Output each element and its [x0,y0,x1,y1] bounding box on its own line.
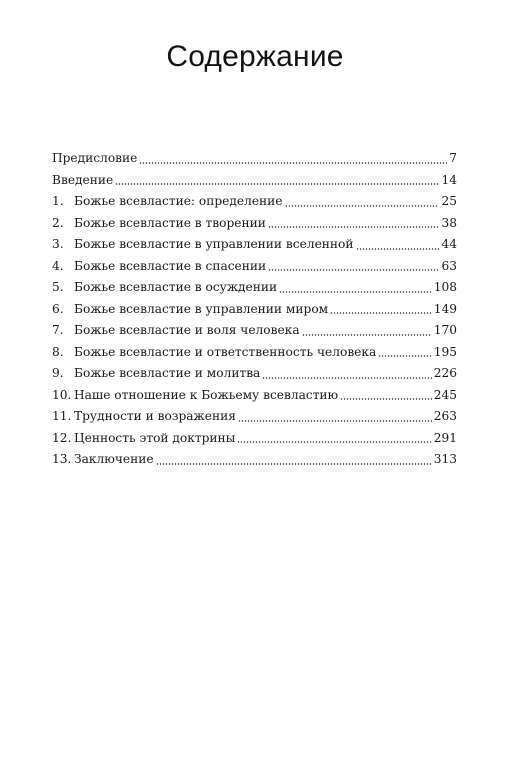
dot-leader [115,173,439,185]
toc-entry-number: 12. [52,430,72,445]
dot-leader [285,195,440,207]
toc-entry-chapter-11 [52,406,457,428]
toc-entry-number: 10. [52,387,72,402]
dot-leader [238,410,432,422]
toc-entry-title: Божье всевластие и молитва [74,366,261,380]
toc-entry-number: 13. [52,452,72,466]
toc-entry-number: 6. [52,301,64,316]
toc-entry-introduction [52,170,457,192]
toc-entry-chapter-6 [52,299,457,321]
toc-entry-title: Божье всевластие в управлении вселенной [74,237,354,251]
toc-entry-number: 9. [52,366,64,380]
toc-entry-chapter-9 [52,363,457,385]
toc-entry-title: Божье всевластие: определение [74,194,283,208]
toc-entry-page: 108 [433,280,457,294]
toc-entry-chapter-8 [52,342,457,364]
toc-entry-page: 25 [441,194,457,208]
toc-entry-page: 170 [433,323,457,337]
dot-leader [237,431,431,443]
toc-entry-title: Наше отношение к Божьему всевластию [74,387,339,402]
toc-entry-page: 63 [441,258,457,273]
toc-entry-page: 263 [433,409,457,423]
toc-entry-title: Введение [52,172,114,187]
toc-entry-title: Божье всевластие и воля человека [74,323,300,337]
toc-entry-page: 291 [433,430,457,445]
toc-entry-chapter-5 [52,277,457,299]
toc-entry-title: Божье всевластие в спасении [74,258,267,273]
toc-entry-chapter-3 [52,234,457,256]
toc-entry-chapter-4 [52,256,457,278]
toc-entry-title: Предисловие [52,151,138,165]
toc-entry-number: 1. [52,194,64,208]
toc-entry-title: Ценность этой доктрины [74,430,236,445]
toc-entry-page: 245 [433,387,457,402]
toc-entry-number: 4. [52,258,64,273]
toc-entry-page: 7 [449,151,457,165]
page-title: Содержание [166,40,344,73]
toc-entry-title: Заключение [74,452,154,466]
toc-entry-title: Божье всевластие в осуждении [74,280,278,294]
toc-entry-number: 7. [52,323,64,337]
toc-entry-page: 14 [441,172,457,187]
toc-entry-number: 8. [52,344,64,359]
toc-entry-chapter-10 [52,385,457,407]
toc-entry-chapter-13 [52,449,457,471]
toc-entry-preface [52,148,457,170]
toc-entry-title: Божье всевластие и ответственность человека [74,344,377,359]
toc-entry-title: Божье всевластие в творении [74,215,266,230]
dot-leader [302,324,432,336]
toc-entry-chapter-7 [52,320,457,342]
toc-entry-title: Божье всевластие в управлении миром [74,301,329,316]
toc-entry-number: 2. [52,215,64,230]
toc-entry-number: 5. [52,280,64,294]
dot-leader [330,302,432,314]
toc-entry-page: 44 [441,237,457,251]
toc-entry-page: 38 [441,215,457,230]
toc-entry-title: Трудности и возражения [74,409,236,423]
toc-entry-page: 149 [433,301,457,316]
dot-leader [378,345,431,357]
dot-leader [279,281,432,293]
dot-leader [356,238,440,250]
toc-entry-number: 3. [52,237,64,251]
toc-entry-chapter-2 [52,213,457,235]
dot-leader [139,152,447,164]
dot-leader [268,216,440,228]
dot-leader [156,453,432,465]
toc-entry-chapter-12 [52,428,457,450]
toc-entry-page: 313 [433,452,457,466]
dot-leader [340,388,432,400]
table-of-contents [52,148,457,471]
dot-leader [268,259,439,271]
toc-entry-page: 195 [433,344,457,359]
toc-entry-chapter-1 [52,191,457,213]
toc-entry-page: 226 [433,366,457,380]
toc-entry-number: 11. [52,409,72,423]
dot-leader [262,367,431,379]
